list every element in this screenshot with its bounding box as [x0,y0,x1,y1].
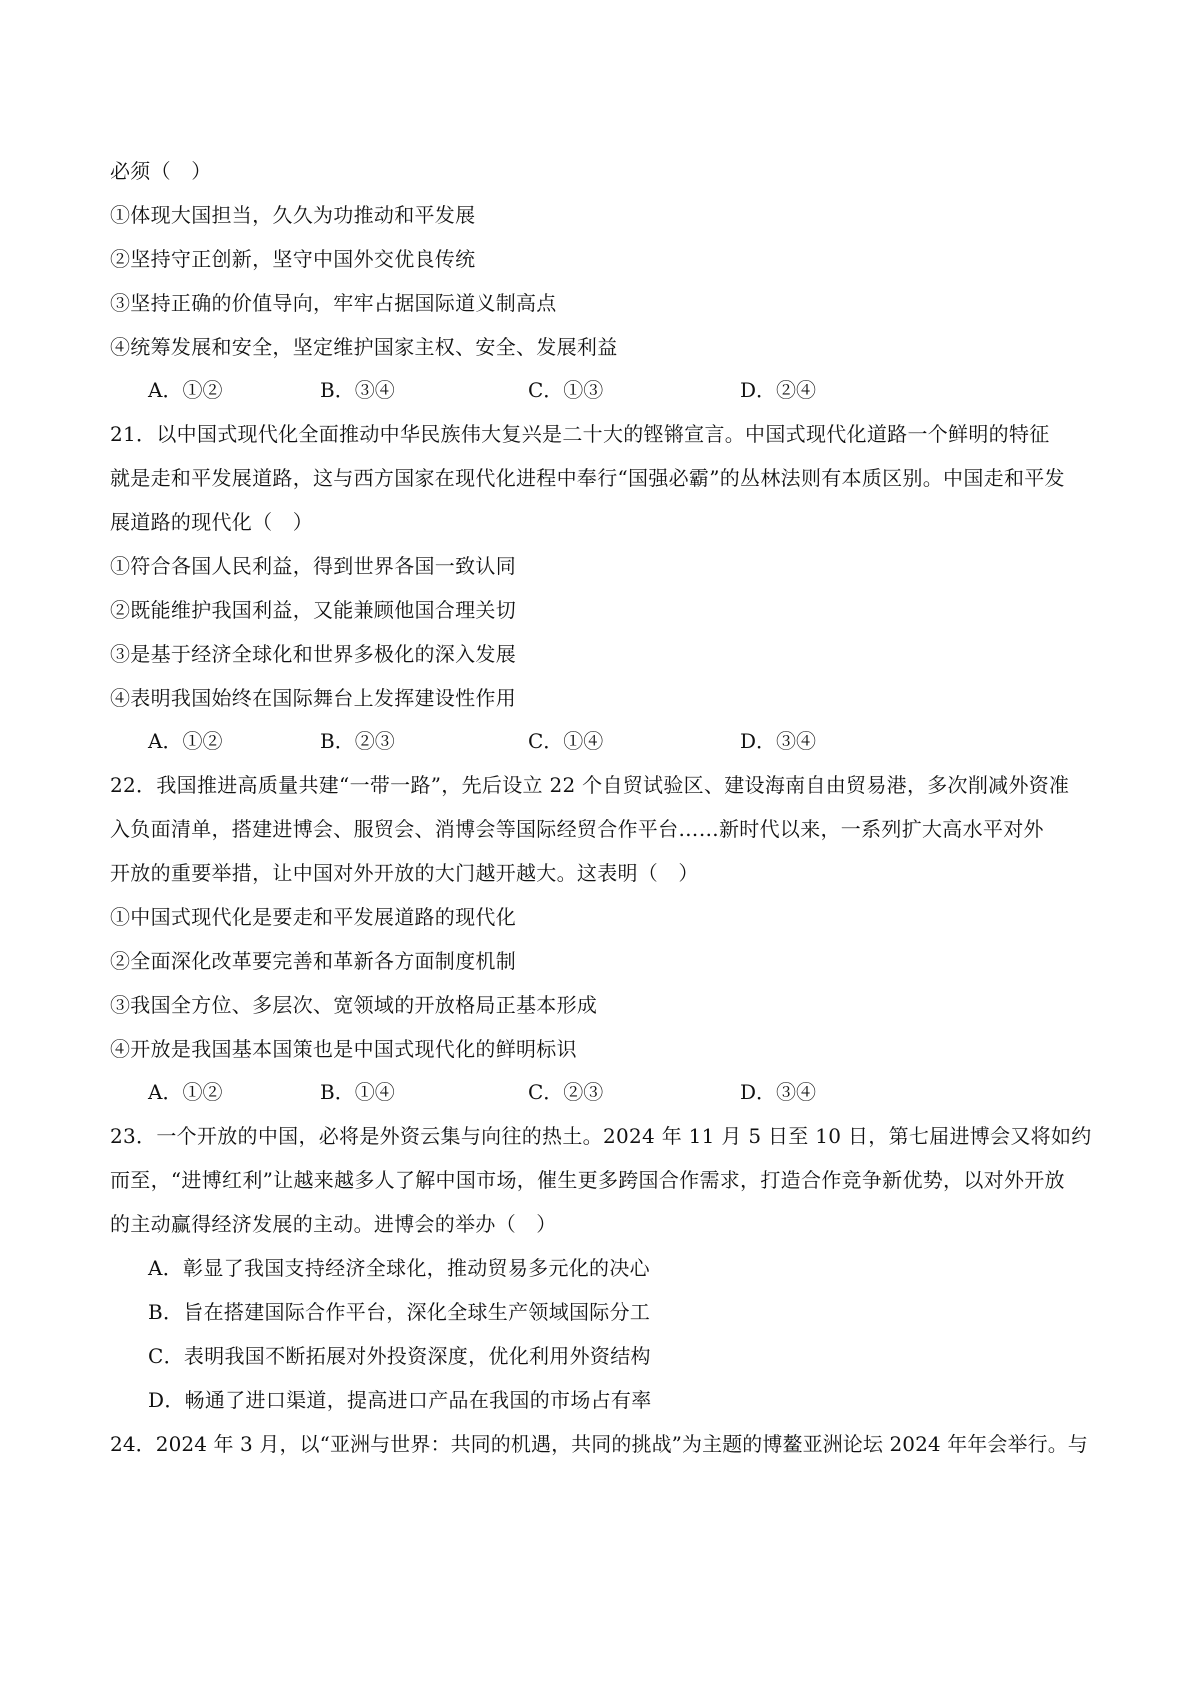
q20-statement-3: ③坚持正确的价值导向，牢牢占据国际道义制高点 [110,291,557,315]
q22-stem-line-1: 22．我国推进高质量共建“一带一路”，先后设立 22 个自贸试验区、建设海南自由贸易港，多次削减外资准 [110,773,1070,797]
q24-stem-line-1: 24．2024 年 3 月，以“亚洲与世界：共同的机遇，共同的挑战”为主题的博鳌亚洲论坛 2024 年年会举行。与 [110,1432,1088,1456]
q23-option-b: B．旨在搭建国际合作平台，深化全球生产领域国际分工 [148,1300,651,1324]
q21-option-d: D．③④ [740,729,817,753]
q23-stem-line-3: 的主动赢得经济发展的主动。进博会的举办（ ） [110,1212,557,1236]
q22-option-b: B．①④ [320,1080,395,1104]
q21-statement-4: ④表明我国始终在国际舞台上发挥建设性作用 [110,686,516,710]
q21-stem-line-1: 21．以中国式现代化全面推动中华民族伟大复兴是二十大的铿锵宣言。中国式现代化道路一个鲜明的特征 [110,422,1050,446]
q21-stem-line-3: 展道路的现代化（ ） [110,510,313,534]
q20-stem-tail: 必须（ ） [110,159,212,183]
q20-statement-2: ②坚持守正创新，坚守中国外交优良传统 [110,247,476,271]
q23-option-d: D．畅通了进口渠道，提高进口产品在我国的市场占有率 [148,1388,652,1412]
q20-option-b: B．③④ [320,378,395,402]
q22-statement-4: ④开放是我国基本国策也是中国式现代化的鲜明标识 [110,1037,577,1061]
q23-option-a: A．彰显了我国支持经济全球化，推动贸易多元化的决心 [148,1256,650,1280]
q21-option-a: A．①② [148,729,223,753]
q22-stem-line-2: 入负面清单，搭建进博会、服贸会、消博会等国际经贸合作平台……新时代以来，一系列扩大高水平对外 [110,817,1044,841]
q21-stem-line-2: 就是走和平发展道路，这与西方国家在现代化进程中奉行“国强必霸”的丛林法则有本质区别。中国走和平发 [110,466,1065,490]
q21-statement-1: ①符合各国人民利益，得到世界各国一致认同 [110,554,516,578]
q23-option-c: C．表明我国不断拓展对外投资深度，优化利用外资结构 [148,1344,651,1368]
q20-statement-1: ①体现大国担当，久久为功推动和平发展 [110,203,476,227]
q22-stem-line-3: 开放的重要举措，让中国对外开放的大门越开越大。这表明（ ） [110,861,699,885]
q22-option-d: D．③④ [740,1080,817,1104]
q20-option-d: D．②④ [740,378,817,402]
q22-statement-3: ③我国全方位、多层次、宽领域的开放格局正基本形成 [110,993,598,1017]
q23-stem-line-1: 23．一个开放的中国，必将是外资云集与向往的热土。2024 年 11 月 5 日至 10 日，第七届进博会又将如约 [110,1124,1092,1148]
q21-statement-3: ③是基于经济全球化和世界多极化的深入发展 [110,642,516,666]
q23-stem-line-2: 而至，“进博红利”让越来越多人了解中国市场，催生更多跨国合作需求，打造合作竞争新优势，以对外开放 [110,1168,1065,1192]
q21-option-c: C．①④ [528,729,604,753]
q20-option-a: A．①② [148,378,223,402]
q21-statement-2: ②既能维护我国利益，又能兼顾他国合理关切 [110,598,516,622]
q22-statement-2: ②全面深化改革要完善和革新各方面制度机制 [110,949,516,973]
q22-option-a: A．①② [148,1080,223,1104]
q22-statement-1: ①中国式现代化是要走和平发展道路的现代化 [110,905,516,929]
q22-option-c: C．②③ [528,1080,604,1104]
q20-option-c: C．①③ [528,378,604,402]
q20-statement-4: ④统筹发展和安全，坚定维护国家主权、安全、发展利益 [110,335,618,359]
q21-option-b: B．②③ [320,729,395,753]
